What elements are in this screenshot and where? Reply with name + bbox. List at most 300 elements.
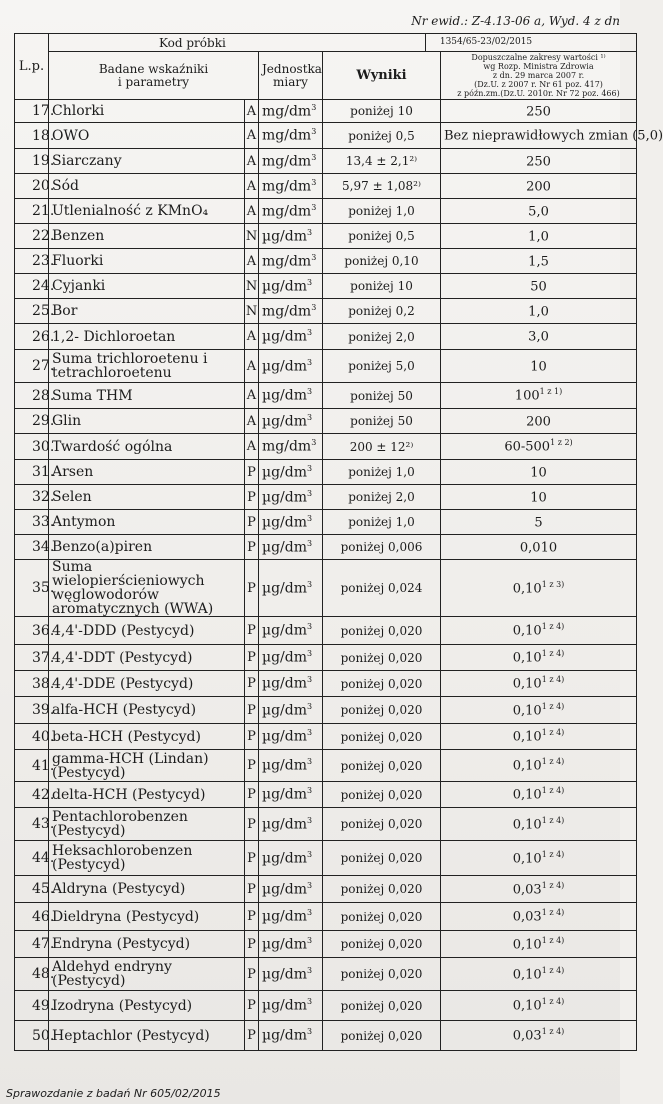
row-limit-value: 10 xyxy=(530,465,547,481)
row-unit-text: µg/dm xyxy=(262,881,308,898)
row-unit xyxy=(259,724,323,750)
row-limit xyxy=(441,991,637,1021)
row-result: poniżej 0,5 xyxy=(323,224,441,249)
row-parameter-name: Selen xyxy=(49,485,245,510)
header-limits-line1: Dopuszczalne zakresy wartości ¹⁾ xyxy=(471,53,606,62)
row-limit xyxy=(441,903,637,931)
row-unit-exponent: 3 xyxy=(307,675,313,685)
table-row xyxy=(15,645,637,671)
row-limit xyxy=(441,324,637,350)
row-unit-exponent: 3 xyxy=(307,786,313,796)
row-parameter-name: Heksachlorobenzen (Pestycyd) xyxy=(49,841,245,876)
row-limit xyxy=(441,174,637,199)
row-unit xyxy=(259,149,323,174)
table-row xyxy=(15,249,637,274)
row-unit xyxy=(259,841,323,876)
row-unit xyxy=(259,750,323,782)
row-unit xyxy=(259,876,323,903)
row-unit xyxy=(259,224,323,249)
table-row xyxy=(15,1021,637,1051)
row-unit-text: mg/dm xyxy=(262,253,312,270)
row-limit-value: 0,10 xyxy=(512,729,542,745)
row-limit xyxy=(441,671,637,697)
row-limit xyxy=(441,876,637,903)
row-parameter-name: Aldryna (Pestycyd) xyxy=(49,876,245,903)
table-row xyxy=(15,808,637,841)
row-limit-value: 50 xyxy=(530,279,547,295)
table-row xyxy=(15,199,637,224)
row-limit xyxy=(441,123,663,149)
row-category: A xyxy=(245,409,259,434)
table-row xyxy=(15,958,637,991)
row-limit-value: 0,10 xyxy=(512,998,542,1014)
row-parameter-name: Izodryna (Pestycyd) xyxy=(49,991,245,1021)
row-unit-text: µg/dm xyxy=(262,228,308,245)
row-result: poniżej 0,020 xyxy=(323,645,441,671)
row-unit-exponent: 3 xyxy=(307,880,313,890)
row-limit-footnote: 1 z 4) xyxy=(541,965,565,975)
row-result: poniżej 10 xyxy=(323,100,441,123)
row-unit-exponent: 3 xyxy=(307,935,313,945)
row-unit-exponent: 3 xyxy=(311,127,317,137)
row-unit-text: µg/dm xyxy=(262,1027,308,1044)
row-lp: 47. xyxy=(15,931,49,958)
row-result: poniżej 1,0 xyxy=(323,199,441,224)
row-category: A xyxy=(245,434,259,460)
row-unit-text: µg/dm xyxy=(262,675,308,692)
row-result: poniżej 0,020 xyxy=(323,903,441,931)
row-parameter-name: Benzen xyxy=(49,224,245,249)
row-category: P xyxy=(245,510,259,535)
row-unit-exponent: 3 xyxy=(307,908,313,918)
row-category: P xyxy=(245,1021,259,1051)
row-category: P xyxy=(245,617,259,645)
row-category: P xyxy=(245,460,259,485)
row-category: P xyxy=(245,750,259,782)
row-unit xyxy=(259,903,323,931)
row-limit-value: 0,10 xyxy=(512,676,542,692)
row-limit xyxy=(441,958,637,991)
row-unit-exponent: 3 xyxy=(307,997,313,1007)
row-category: P xyxy=(245,991,259,1021)
row-parameter-name: Suma trichloroetenu i tetrachloroetenu xyxy=(49,350,245,383)
row-unit-exponent: 3 xyxy=(307,965,313,975)
row-result: poniżej 5,0 xyxy=(323,350,441,383)
table-row xyxy=(15,841,637,876)
row-limit-value: 100 xyxy=(514,388,540,404)
row-limit-value: 5 xyxy=(534,515,543,531)
row-unit-exponent: 3 xyxy=(307,815,313,825)
row-unit-exponent: 3 xyxy=(307,227,313,237)
row-limit-value: 1,0 xyxy=(528,229,549,245)
row-lp: 40. xyxy=(15,724,49,750)
row-limit-value: 60-500 xyxy=(504,439,551,455)
row-limit-value: 0,10 xyxy=(512,703,542,719)
row-unit-text: µg/dm xyxy=(262,997,308,1014)
row-limit-value: 1,5 xyxy=(528,254,549,270)
row-parameter-name: 4,4'-DDD (Pestycyd) xyxy=(49,617,245,645)
row-limit-value: 0,10 xyxy=(512,581,542,597)
row-unit xyxy=(259,782,323,808)
row-unit xyxy=(259,299,323,324)
row-category: P xyxy=(245,535,259,560)
row-unit xyxy=(259,174,323,199)
row-limit xyxy=(441,199,637,224)
row-lp: 42. xyxy=(15,782,49,808)
row-parameter-name: Dieldryna (Pestycyd) xyxy=(49,903,245,931)
row-parameter-name: OWO xyxy=(49,123,245,149)
row-unit xyxy=(259,510,323,535)
row-lp: 36. xyxy=(15,617,49,645)
row-lp: 18. xyxy=(15,123,49,149)
row-unit-exponent: 3 xyxy=(307,513,313,523)
row-lp: 39. xyxy=(15,697,49,724)
row-unit xyxy=(259,350,323,383)
header-results: Wyniki xyxy=(323,52,441,100)
row-parameter-name: Glin xyxy=(49,409,245,434)
row-unit-text: mg/dm xyxy=(262,178,312,195)
row-unit xyxy=(259,560,323,617)
row-category: P xyxy=(245,485,259,510)
row-limit xyxy=(441,808,637,841)
row-limit-value: 200 xyxy=(526,414,551,430)
table-row xyxy=(15,724,637,750)
row-parameter-name: Bor xyxy=(49,299,245,324)
row-limit-footnote: 1 z 4) xyxy=(541,1027,565,1037)
row-unit xyxy=(259,324,323,350)
row-unit xyxy=(259,460,323,485)
row-unit xyxy=(259,199,323,224)
row-result: poniżej 0,020 xyxy=(323,782,441,808)
row-unit-exponent: 3 xyxy=(311,152,317,162)
header-parameters-line2: i parametry xyxy=(117,74,190,89)
row-unit-exponent: 3 xyxy=(307,412,313,422)
row-unit-text: µg/dm xyxy=(262,702,308,719)
header-parameters-line1: Badane wskaźniki xyxy=(98,61,209,76)
row-unit-text: µg/dm xyxy=(262,850,308,867)
table-row xyxy=(15,224,637,249)
row-limit-footnote: 1 z 4) xyxy=(541,728,565,738)
row-limit xyxy=(441,249,637,274)
row-category: P xyxy=(245,876,259,903)
row-lp: 33. xyxy=(15,510,49,535)
row-result: poniżej 0,020 xyxy=(323,991,441,1021)
row-category: A xyxy=(245,123,259,149)
row-limit-footnote: 1 z 4) xyxy=(541,849,565,859)
table-row xyxy=(15,409,637,434)
table-row xyxy=(15,876,637,903)
row-result: poniżej 0,020 xyxy=(323,724,441,750)
row-unit xyxy=(259,645,323,671)
table-row xyxy=(15,510,637,535)
row-unit-exponent: 3 xyxy=(307,357,313,367)
row-parameter-name: Twardość ogólna xyxy=(49,434,245,460)
header-kod-probki: Kod próbki xyxy=(159,35,226,50)
row-limit-value: 5,0 xyxy=(528,204,549,220)
row-lp: 22. xyxy=(15,224,49,249)
row-limit-value: 0,03 xyxy=(512,1028,542,1044)
row-limit-value: 250 xyxy=(526,154,551,170)
row-lp: 24. xyxy=(15,274,49,299)
header-unit-line1: Jednostka xyxy=(262,61,322,76)
row-category: N xyxy=(245,224,259,249)
row-limit xyxy=(441,274,637,299)
table-row xyxy=(15,485,637,510)
row-limit-footnote: 1 z 3) xyxy=(541,579,565,589)
row-category: P xyxy=(245,808,259,841)
row-limit xyxy=(441,510,637,535)
table-row xyxy=(15,324,637,350)
row-unit-text: µg/dm xyxy=(262,786,308,803)
row-limit xyxy=(441,645,637,671)
row-limit-footnote: 1 z 4) xyxy=(541,622,565,632)
row-unit-text: µg/dm xyxy=(262,728,308,745)
row-limit-footnote: 1 z 4) xyxy=(541,815,565,825)
row-unit-exponent: 3 xyxy=(311,102,317,112)
row-parameter-name: Aldehyd endryny (Pestycyd) xyxy=(49,958,245,991)
row-category: P xyxy=(245,645,259,671)
header-parameters xyxy=(49,52,259,100)
row-limit-value: 0,10 xyxy=(512,650,542,666)
row-unit-text: mg/dm xyxy=(262,103,312,120)
row-limit xyxy=(441,697,637,724)
row-unit-exponent: 3 xyxy=(307,488,313,498)
row-parameter-name: delta-HCH (Pestycyd) xyxy=(49,782,245,808)
row-parameter-name: Benzo(a)piren xyxy=(49,535,245,560)
row-result: poniżej 0,024 xyxy=(323,560,441,617)
row-unit xyxy=(259,808,323,841)
row-limit-value: 10 xyxy=(530,490,547,506)
table-row xyxy=(15,782,637,808)
row-category: P xyxy=(245,697,259,724)
row-parameter-name: Heptachlor (Pestycyd) xyxy=(49,1021,245,1051)
table-row xyxy=(15,149,637,174)
row-unit xyxy=(259,671,323,697)
row-lp: 25. xyxy=(15,299,49,324)
row-result: poniżej 0,020 xyxy=(323,876,441,903)
row-unit xyxy=(259,434,323,460)
row-lp: 23. xyxy=(15,249,49,274)
row-category: P xyxy=(245,931,259,958)
row-unit-text: µg/dm xyxy=(262,539,308,556)
row-unit xyxy=(259,535,323,560)
table-row xyxy=(15,697,637,724)
row-unit-exponent: 3 xyxy=(311,252,317,262)
row-category: P xyxy=(245,782,259,808)
row-unit-exponent: 3 xyxy=(311,438,317,448)
row-limit-value: 250 xyxy=(526,104,551,120)
table-row xyxy=(15,274,637,299)
header-limits-line5: z późn.zm.(Dz.U. 2010r. Nr 72 poz. 466) xyxy=(457,89,620,98)
row-unit-text: mg/dm xyxy=(262,153,312,170)
row-unit-text: mg/dm xyxy=(262,203,312,220)
row-limit xyxy=(441,224,637,249)
row-limit-value: 0,010 xyxy=(519,540,558,556)
row-parameter-name: Antymon xyxy=(49,510,245,535)
row-limit-value: 200 xyxy=(526,179,551,195)
row-parameter-name: Suma wielopierścieniowych węglowodorów aromatycznych (WWA) xyxy=(49,560,245,617)
row-parameter-name: Arsen xyxy=(49,460,245,485)
row-result: poniżej 0,020 xyxy=(323,808,441,841)
row-unit-text: µg/dm xyxy=(262,358,308,375)
row-unit-text: µg/dm xyxy=(262,514,308,531)
row-category: A xyxy=(245,100,259,123)
row-limit xyxy=(441,617,637,645)
row-lp: 45. xyxy=(15,876,49,903)
row-lp: 31. xyxy=(15,460,49,485)
row-unit-exponent: 3 xyxy=(307,757,313,767)
table-row xyxy=(15,123,637,149)
row-category: A xyxy=(245,249,259,274)
table-row xyxy=(15,299,637,324)
row-unit-text: µg/dm xyxy=(262,966,308,983)
row-parameter-name: Siarczany xyxy=(49,149,245,174)
row-unit-exponent: 3 xyxy=(307,1027,313,1037)
row-lp: 29. xyxy=(15,409,49,434)
row-category: P xyxy=(245,903,259,931)
report-footer: Sprawozdanie z badań Nr 605/02/2015 xyxy=(6,1087,221,1100)
row-unit-exponent: 3 xyxy=(307,463,313,473)
row-unit xyxy=(259,991,323,1021)
table-row xyxy=(15,174,637,199)
row-result: poniżej 10 xyxy=(323,274,441,299)
row-unit xyxy=(259,383,323,409)
row-parameter-name: gamma-HCH (Lindan) (Pestycyd) xyxy=(49,750,245,782)
row-lp: 50. xyxy=(15,1021,49,1051)
row-result: poniżej 0,020 xyxy=(323,958,441,991)
row-unit-exponent: 3 xyxy=(311,177,317,187)
row-unit-text: µg/dm xyxy=(262,413,308,430)
table-row xyxy=(15,560,637,617)
row-result: poniżej 1,0 xyxy=(323,510,441,535)
row-limit-footnote: 1 z 4) xyxy=(541,757,565,767)
table-row xyxy=(15,100,637,123)
row-unit-text: mg/dm xyxy=(262,303,312,320)
row-unit-text: µg/dm xyxy=(262,908,308,925)
row-result: poniżej 0,020 xyxy=(323,931,441,958)
row-limit-footnote: 1 z 4) xyxy=(541,997,565,1007)
row-unit-exponent: 3 xyxy=(307,622,313,632)
row-unit-text: µg/dm xyxy=(262,387,308,404)
header-limits-line2: wg Rozp. Ministra Zdrowia xyxy=(483,62,594,71)
row-unit xyxy=(259,617,323,645)
row-result: poniżej 0,020 xyxy=(323,841,441,876)
row-unit xyxy=(259,123,323,149)
row-limit-footnote: 1 z 2) xyxy=(550,438,573,448)
row-unit xyxy=(259,931,323,958)
table-row xyxy=(15,460,637,485)
row-parameter-name: Cyjanki xyxy=(49,274,245,299)
row-result: poniżej 0,020 xyxy=(323,671,441,697)
results-table xyxy=(14,33,663,1051)
row-unit-exponent: 3 xyxy=(311,302,317,312)
row-category: A xyxy=(245,350,259,383)
row-limit xyxy=(441,460,637,485)
table-row xyxy=(15,350,637,383)
row-limit-footnote: 1 z 4) xyxy=(541,908,565,918)
header-limits xyxy=(441,52,637,100)
row-unit-text: mg/dm xyxy=(262,127,312,144)
row-limit xyxy=(441,434,637,460)
row-lp: 43. xyxy=(15,808,49,841)
header-unit xyxy=(259,52,323,100)
table-row xyxy=(15,434,637,460)
row-category: P xyxy=(245,671,259,697)
row-limit xyxy=(441,1021,637,1051)
row-result: 5,97 ± 1,08²⁾ xyxy=(323,174,441,199)
header-limits-line3: z dn. 29 marca 2007 r. xyxy=(492,71,585,80)
row-parameter-name: alfa-HCH (Pestycyd) xyxy=(49,697,245,724)
row-unit xyxy=(259,958,323,991)
row-limit-value: 0,10 xyxy=(512,787,542,803)
row-unit-exponent: 3 xyxy=(307,701,313,711)
row-limit xyxy=(441,750,637,782)
row-limit-value: 0,10 xyxy=(512,758,542,774)
row-limit xyxy=(441,724,637,750)
row-result: poniżej 0,020 xyxy=(323,750,441,782)
row-limit-value: 0,10 xyxy=(512,937,542,953)
row-lp: 21. xyxy=(15,199,49,224)
row-unit-text: µg/dm xyxy=(262,328,308,345)
row-result: poniżej 0,020 xyxy=(323,1021,441,1051)
row-unit-text: µg/dm xyxy=(262,649,308,666)
row-unit-text: µg/dm xyxy=(262,622,308,639)
row-unit-text: µg/dm xyxy=(262,816,308,833)
row-lp: 46. xyxy=(15,903,49,931)
table-row xyxy=(15,671,637,697)
row-lp: 44. xyxy=(15,841,49,876)
row-lp: 26. xyxy=(15,324,49,350)
row-unit-exponent: 3 xyxy=(307,649,313,659)
row-lp: 37. xyxy=(15,645,49,671)
table-row xyxy=(15,991,637,1021)
row-category: P xyxy=(245,724,259,750)
table-row xyxy=(15,931,637,958)
row-unit xyxy=(259,485,323,510)
row-lp: 28. xyxy=(15,383,49,409)
row-lp: 27. xyxy=(15,350,49,383)
row-result: poniżej 50 xyxy=(323,409,441,434)
row-result: poniżej 0,020 xyxy=(323,617,441,645)
table-row xyxy=(15,535,637,560)
row-limit xyxy=(441,560,637,617)
row-unit-text: µg/dm xyxy=(262,580,308,597)
row-lp: 35. xyxy=(15,560,49,617)
row-result: poniżej 0,10 xyxy=(323,249,441,274)
row-parameter-name: 4,4'-DDT (Pestycyd) xyxy=(49,645,245,671)
row-unit-text: µg/dm xyxy=(262,936,308,953)
row-category: N xyxy=(245,299,259,324)
row-parameter-name: Pentachlorobenzen (Pestycyd) xyxy=(49,808,245,841)
row-unit xyxy=(259,249,323,274)
row-limit xyxy=(441,350,637,383)
results-table-header xyxy=(15,34,637,100)
row-result: 200 ± 12²⁾ xyxy=(323,434,441,460)
row-unit-text: µg/dm xyxy=(262,757,308,774)
row-limit-value: 10 xyxy=(530,359,547,375)
row-parameter-name: Fluorki xyxy=(49,249,245,274)
row-limit xyxy=(441,409,637,434)
row-limit-footnote: 1 z 4) xyxy=(541,786,565,796)
row-category: A xyxy=(245,199,259,224)
row-unit-exponent: 3 xyxy=(307,328,313,338)
table-row xyxy=(15,617,637,645)
table-row xyxy=(15,383,637,409)
row-category: P xyxy=(245,958,259,991)
row-unit xyxy=(259,100,323,123)
row-limit-footnote: 1 z 4) xyxy=(541,935,565,945)
results-table-body xyxy=(15,100,663,1051)
